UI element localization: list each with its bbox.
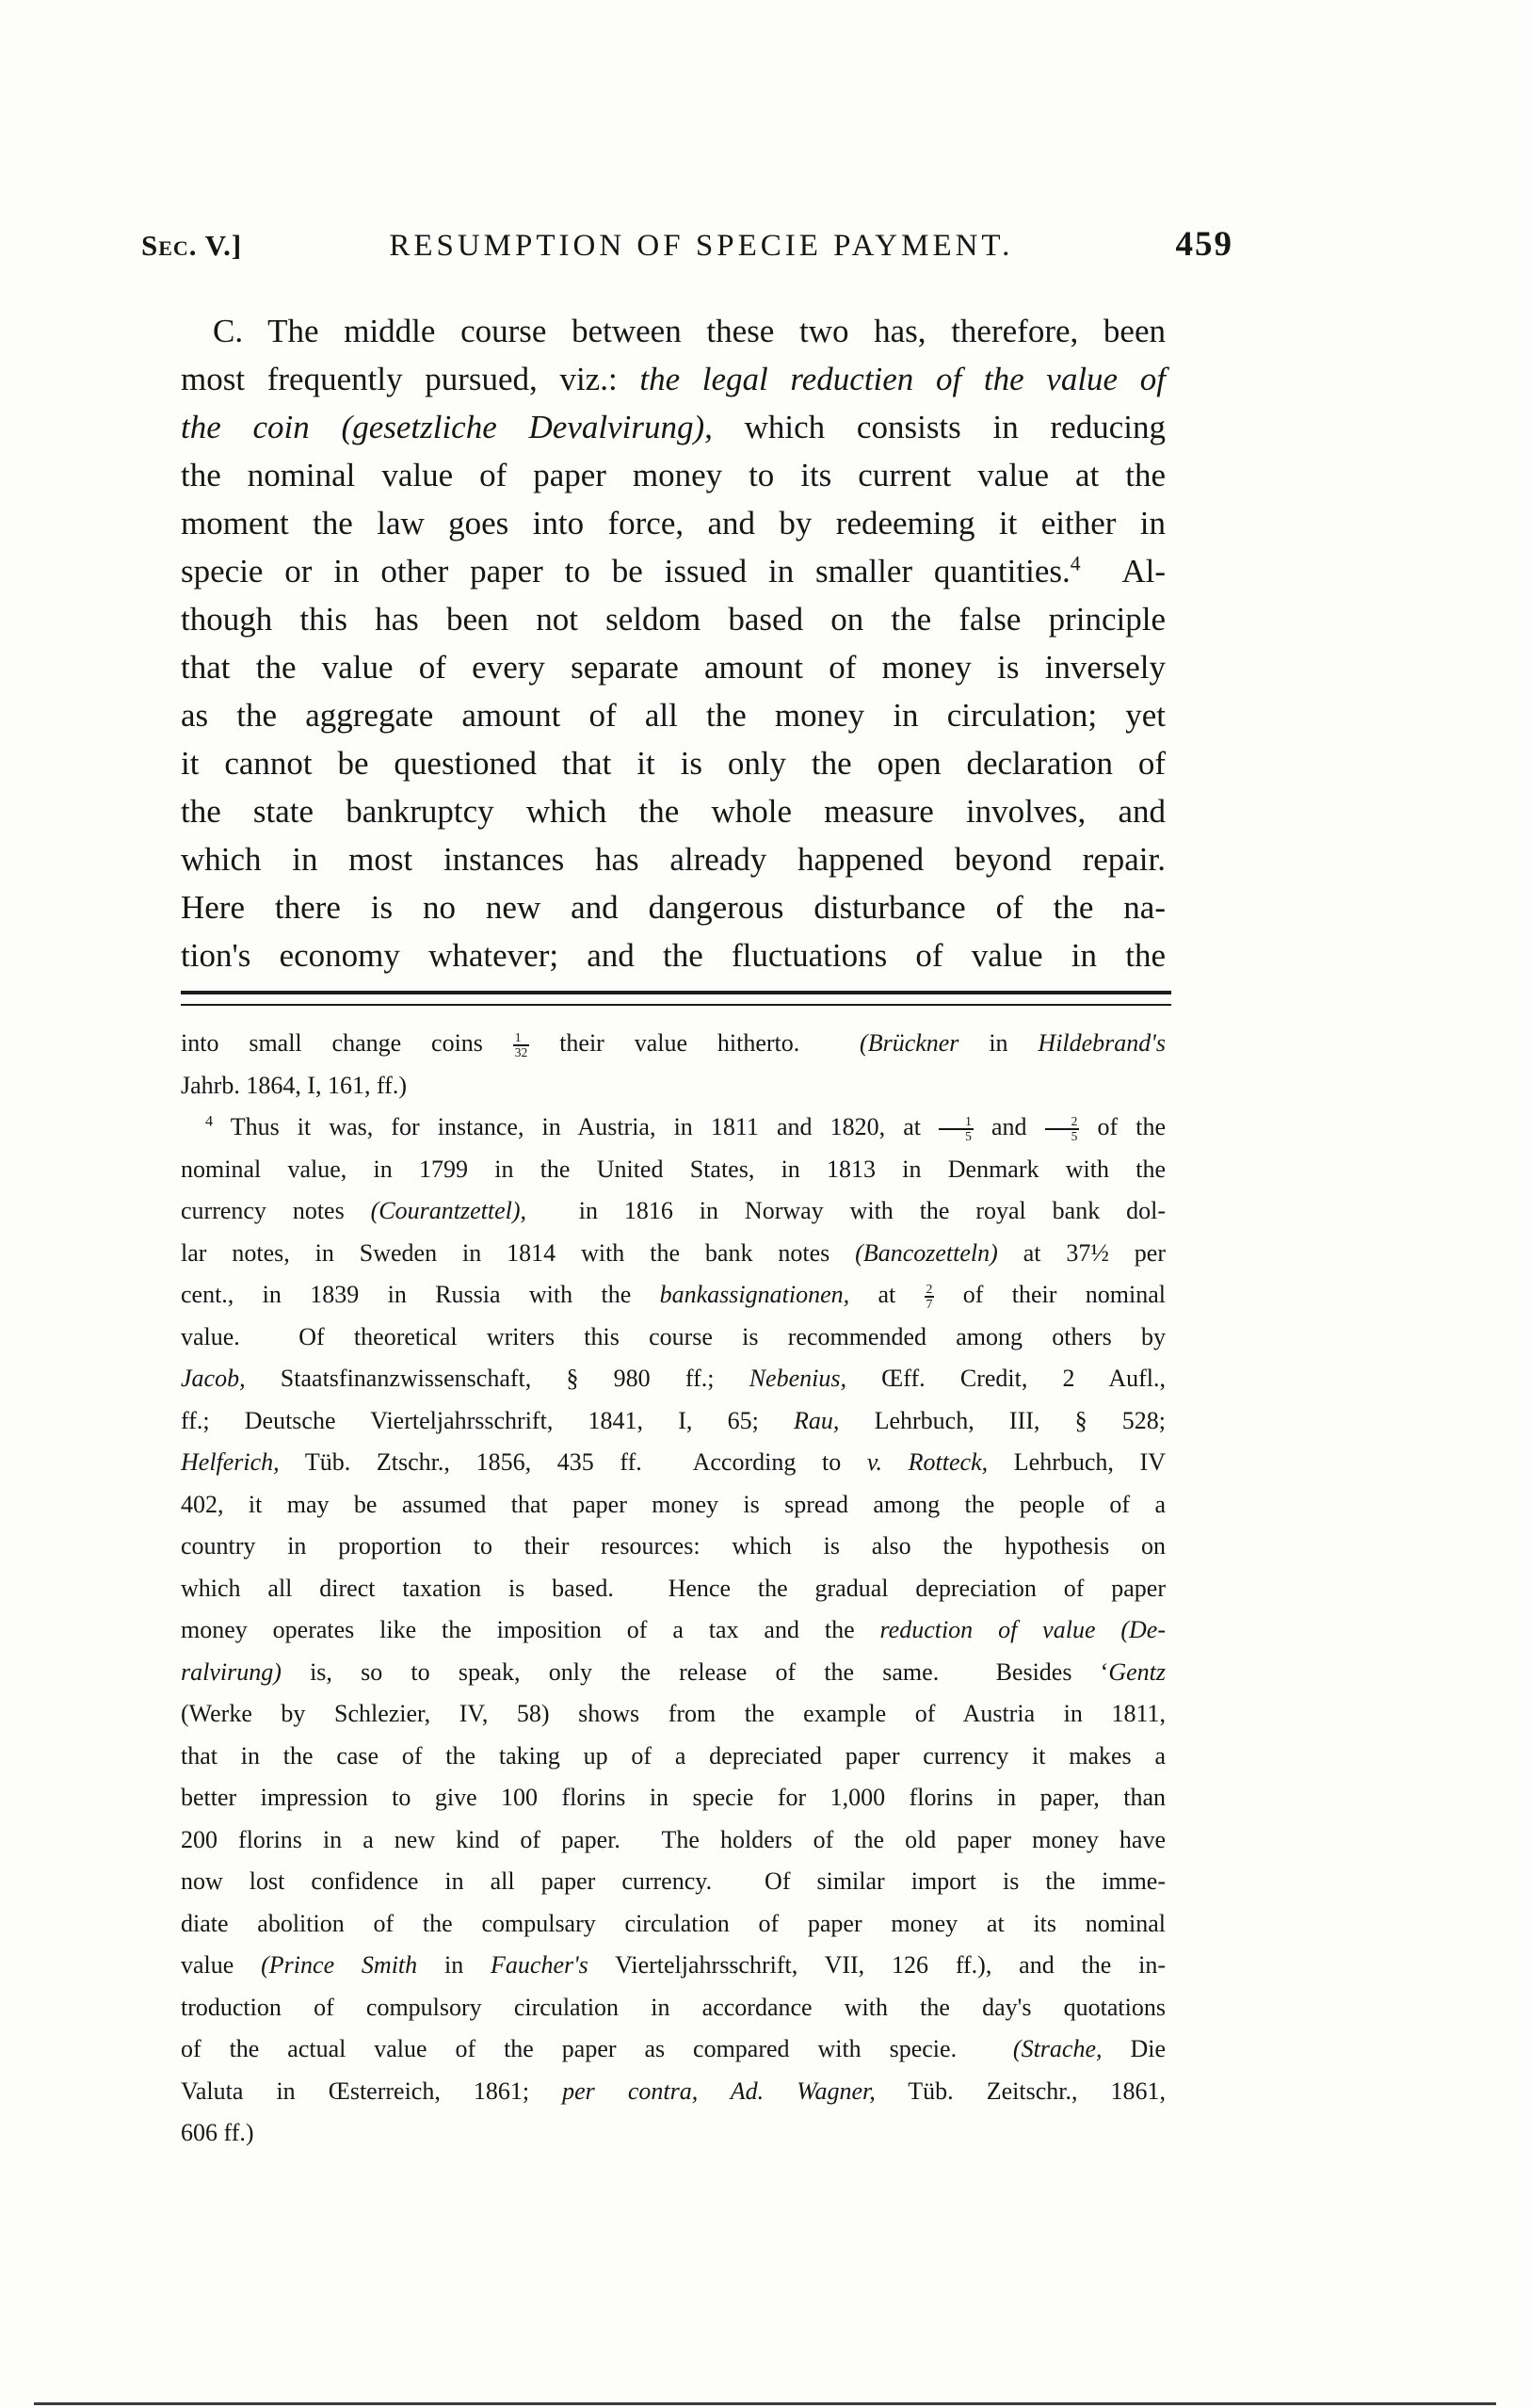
footnote-line: nominal value, in 1799 in the United States, in 1813 in Denmark with the [181, 1155, 1166, 1183]
running-title: RESUMPTION OF SPECIE PAYMENT. [389, 229, 1014, 263]
body-line: though this has been not seldom based on the false principle [181, 601, 1166, 638]
footnote-separator [181, 991, 1171, 1006]
footnote-line: ff.; Deutsche Vierteljahrsschrift, 1841, I, 65; Rau, Lehrbuch, III, § 528; [181, 1406, 1166, 1434]
body-line: most frequently pursued, viz.: the legal reductien of the value of [181, 361, 1166, 397]
footnote-line: troduction of compulsory circulation in accordance with the day's quotations [181, 1993, 1166, 2021]
footnote-line: into small change coins $\frac{1}{32}$ their value hitherto. (Brückner in Hildebrand's [181, 1029, 1166, 1060]
footnote-reference: 4 [1070, 552, 1081, 575]
footnote-block [181, 1023, 1166, 2155]
footnote-line: (Werke by Schlezier, IV, 58) shows from the example of Austria in 1811, [181, 1700, 1166, 1727]
main-paragraph [181, 307, 1166, 979]
fraction: $\frac{2}{5}$ [1045, 1115, 1080, 1143]
body-line: that the value of every separate amount of money is inversely [181, 649, 1166, 686]
footnote-line: value (Prince Smith in Faucher's Vierteljahrsschrift, VII, 126 ff.), and the in- [181, 1951, 1166, 1979]
body-line: tion's economy whatever; and the fluctuations of value in the [181, 937, 1166, 974]
footnote-line: value. Of theoretical writers this course is recommended among others by [181, 1322, 1166, 1350]
footnote-line: of the actual value of the paper as compared with specie. (Strache, Die [181, 2035, 1166, 2062]
page-number: 459 [1175, 225, 1233, 264]
body-line: C. The middle course between these two has, therefore, been [213, 313, 1166, 349]
footnote-line: lar notes, in Sweden in 1814 with the bank notes (Bancozetteln) at 37½ per [181, 1238, 1166, 1267]
footnote-line: Valuta in Œsterreich, 1861; per contra, Ad. Wagner, Tüb. Zeitschr., 1861, [181, 2077, 1166, 2105]
footnote-line: that in the case of the taking up of a depreciated paper currency it makes a [181, 1741, 1166, 1770]
footnote-line: cent., in 1839 in Russia with the bankassignationen, at $\frac{2}{7}$ of their nominal [181, 1281, 1166, 1312]
footnote-line: ralvirung) is, so to speak, only the release of the same. Besides ‘Gentz [181, 1657, 1166, 1686]
fraction: $\frac{1}{5}$ [939, 1115, 974, 1143]
body-line: it cannot be questioned that it is only the open declaration of [181, 745, 1166, 782]
section-label: Sec. V.] [141, 229, 243, 262]
footnote-line: 200 florins in a new kind of paper. The holders of the old paper money have [181, 1825, 1166, 1853]
fraction: $\frac{2}{7}$ [926, 1282, 933, 1312]
body-line: specie or in other paper to be issued in smaller quantities.$^4$ Al- [181, 552, 1166, 590]
footnote-reference: 4 [205, 1113, 214, 1130]
scan-edge-artifact [34, 2402, 1496, 2405]
footnote-line: $^4$ Thus it was, for instance, in Austria, in 1811 and 1820, at $\frac{1}{5}$ and $\frac{2}{5}$ of the [205, 1113, 1167, 1144]
body-line: the coin (gesetzliche Devalvirung), which consists in reducing [181, 409, 1166, 445]
body-line: moment the law goes into force, and by redeeming it either in [181, 505, 1166, 541]
body-line: as the aggregate amount of all the money in circulation; yet [181, 697, 1166, 734]
footnote-line: better impression to give 100 florins in specie for 1,000 florins in paper, than [181, 1784, 1166, 1811]
footnote-line: diate abolition of the compulsary circulation of paper money at its nominal [181, 1909, 1166, 1937]
body-line: the nominal value of paper money to its current value at the [181, 457, 1166, 493]
footnote-line: currency notes (Courantzettel), in 1816 in Norway with the royal bank dol- [181, 1197, 1167, 1224]
body-line: which in most instances has already happened beyond repair. [181, 841, 1166, 878]
footnote-line: 402, it may be assumed that paper money is spread among the people of a [181, 1490, 1166, 1518]
page-header [141, 224, 1233, 265]
footnote-line: now lost confidence in all paper currency. Of similar import is the imme- [181, 1867, 1166, 1895]
body-line: Here there is no new and dangerous disturbance of the na- [181, 889, 1166, 926]
footnote-line: which all direct taxation is based. Hence the gradual depreciation of paper [181, 1574, 1166, 1602]
body-line: the state bankruptcy which the whole measure involves, and [181, 793, 1166, 830]
footnote-line: Jacob, Staatsfinanzwissenschaft, § 980 ff.; Nebenius, Œff. Credit, 2 Aufl., [181, 1365, 1166, 1392]
footnote-line: Jahrb. 1864, I, 161, ff.) [181, 1071, 407, 1099]
footnote-line: money operates like the imposition of a tax and the reduction of value (De- [181, 1616, 1166, 1643]
fraction: $\frac{1}{32}$ [514, 1030, 528, 1060]
footnote-line: 606 ff.) [181, 2119, 254, 2146]
footnote-line: Helferich, Tüb. Ztschr., 1856, 435 ff. According to v. Rotteck, Lehrbuch, IV [181, 1448, 1166, 1476]
footnote-line: country in proportion to their resources: which is also the hypothesis on [181, 1532, 1166, 1560]
